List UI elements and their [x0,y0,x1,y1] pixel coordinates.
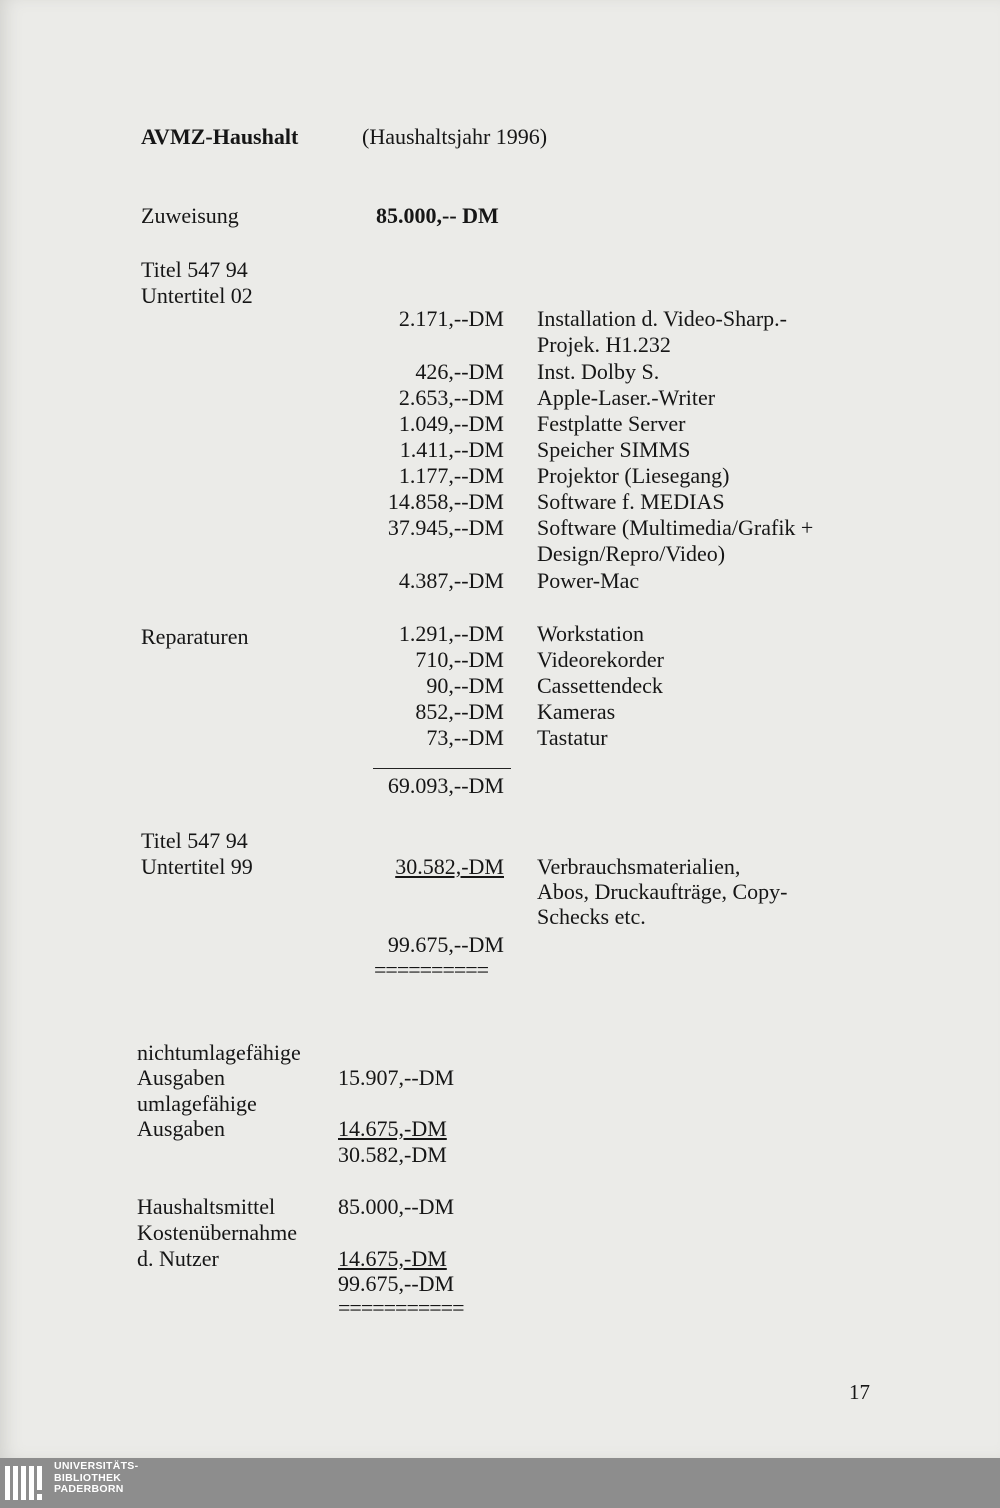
subtitle-99: Untertitel 99 [141,854,253,879]
consumables-desc-cont: Abos, Druckaufträge, Copy- [537,879,788,904]
item-amount: 4.387,--DM [398,568,504,593]
funds-double-rule: =========== [338,1295,464,1320]
library-name [54,1461,138,1496]
funds-total: 99.675,--DM [338,1271,455,1296]
item-amount: 2.653,--DM [398,385,504,410]
item-desc: Projektor (Liesegang) [537,463,730,488]
repair-desc: Videorekorder [537,647,664,672]
subtotal-amount: 69.093,--DM [387,773,504,798]
item-desc: Inst. Dolby S. [537,359,660,384]
consumables-amount: 30.582,-DM [395,854,504,879]
consumables-desc: Verbrauchsmaterialien, [537,854,741,879]
consumables-desc-cont: Schecks etc. [537,904,646,929]
repair-desc: Tastatur [537,725,608,750]
repair-desc: Cassettendeck [537,673,663,698]
grand-total-amount: 99.675,--DM [387,932,504,957]
item-amount: 37.945,--DM [387,515,504,540]
budget-label: Haushaltsmittel [137,1194,276,1219]
library-footer [0,1458,1000,1508]
grand-total-double-rule: ========== [374,957,489,982]
repair-desc: Workstation [537,621,644,646]
item-desc-cont: Projek. H1.232 [537,332,671,357]
library-name-line: UNIVERSITÄTS- [54,1460,139,1472]
user-cost-amount: 14.675,-DM [338,1246,447,1271]
page-title: AVMZ-Haushalt [141,124,299,149]
repairs-label: Reparaturen [141,624,249,649]
budget-amount: 85.000,--DM [338,1194,455,1219]
allocation-amount: 85.000,-- DM [376,203,499,228]
title-547-94: Titel 547 94 [141,257,248,282]
user-cost-label-cont: d. Nutzer [137,1246,219,1271]
item-amount: 426,--DM [415,359,504,384]
library-name-line: PADERBORN [54,1483,124,1495]
allocable-label: umlagefähige [137,1091,257,1116]
user-cost-label: Kostenübernahme [137,1220,298,1245]
expenses-sum: 30.582,-DM [338,1142,447,1167]
item-desc-cont: Design/Repro/Video) [537,541,726,566]
library-logo-icon [3,1463,47,1505]
non-allocable-amount: 15.907,--DM [338,1065,455,1090]
repair-desc: Kameras [537,699,616,724]
repair-amount: 710,--DM [415,647,504,672]
item-amount: 2.171,--DM [398,306,504,331]
non-allocable-label: nichtumlagefähige [137,1040,301,1065]
repair-amount: 1.291,--DM [398,621,504,646]
item-amount: 1.049,--DM [398,411,504,436]
repair-amount: 852,--DM [415,699,504,724]
item-amount: 14.858,--DM [387,489,504,514]
page-number: 17 [849,1380,870,1404]
allocation-label: Zuweisung [141,203,239,228]
repair-amount: 73,--DM [426,725,504,750]
item-amount: 1.177,--DM [398,463,504,488]
item-desc: Festplatte Server [537,411,686,436]
item-amount: 1.411,--DM [399,437,504,462]
repair-amount: 90,--DM [426,673,504,698]
fiscal-year: (Haushaltsjahr 1996) [362,124,548,149]
library-name-line: BIBLIOTHEK [54,1471,122,1484]
subtotal-rule [373,768,511,769]
item-desc: Software (Multimedia/Grafik + [537,515,814,540]
allocable-label-cont: Ausgaben [137,1116,225,1141]
item-desc: Apple-Laser.-Writer [537,385,716,410]
subtitle-02: Untertitel 02 [141,283,253,308]
item-desc: Speicher SIMMS [537,437,691,462]
item-desc: Software f. MEDIAS [537,489,725,514]
allocable-amount: 14.675,-DM [338,1116,447,1141]
non-allocable-label-cont: Ausgaben [137,1065,225,1090]
item-desc: Installation d. Video-Sharp.- [537,306,788,331]
title-547-94-b: Titel 547 94 [141,828,248,853]
item-desc: Power-Mac [537,568,640,593]
